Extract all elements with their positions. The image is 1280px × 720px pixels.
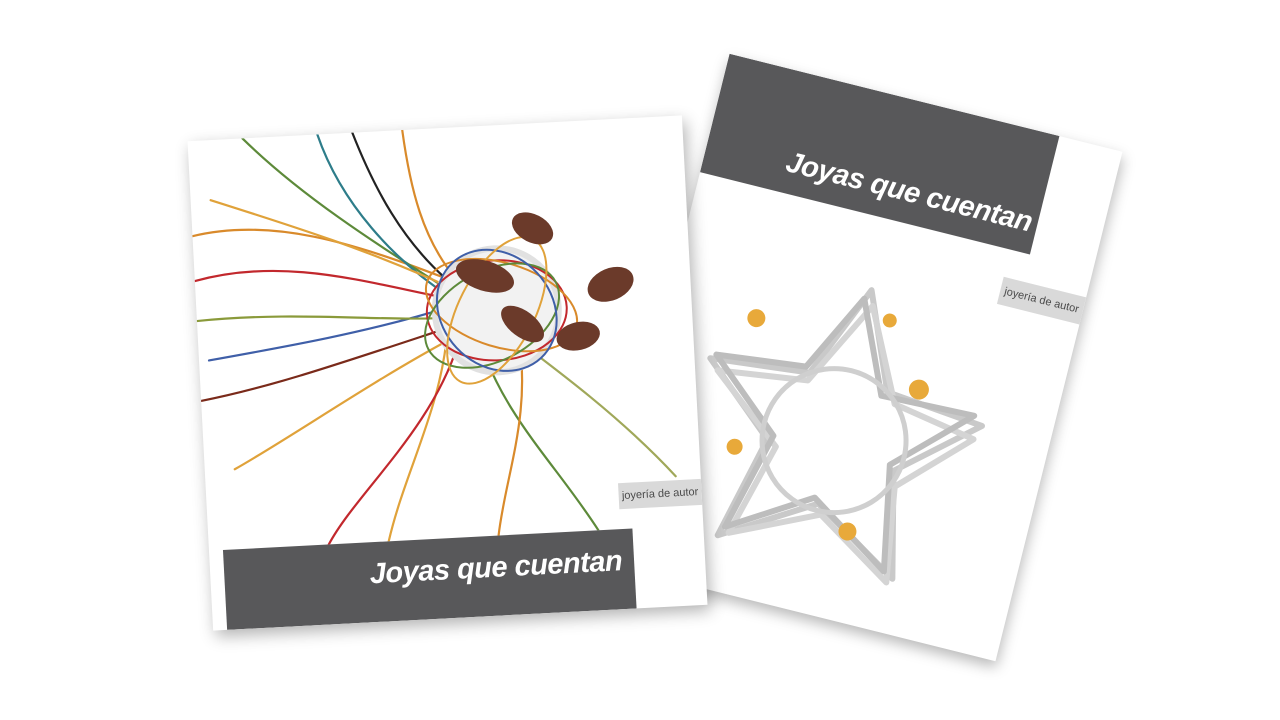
book-title: Joyas que cuentan xyxy=(782,146,1036,239)
title-band xyxy=(700,54,1059,255)
book-tag: joyería de autor xyxy=(997,277,1086,325)
book-title: Joyas que cuentan xyxy=(368,545,623,591)
book-cover-front xyxy=(188,115,708,630)
book-tag: joyería de autor xyxy=(618,479,702,509)
